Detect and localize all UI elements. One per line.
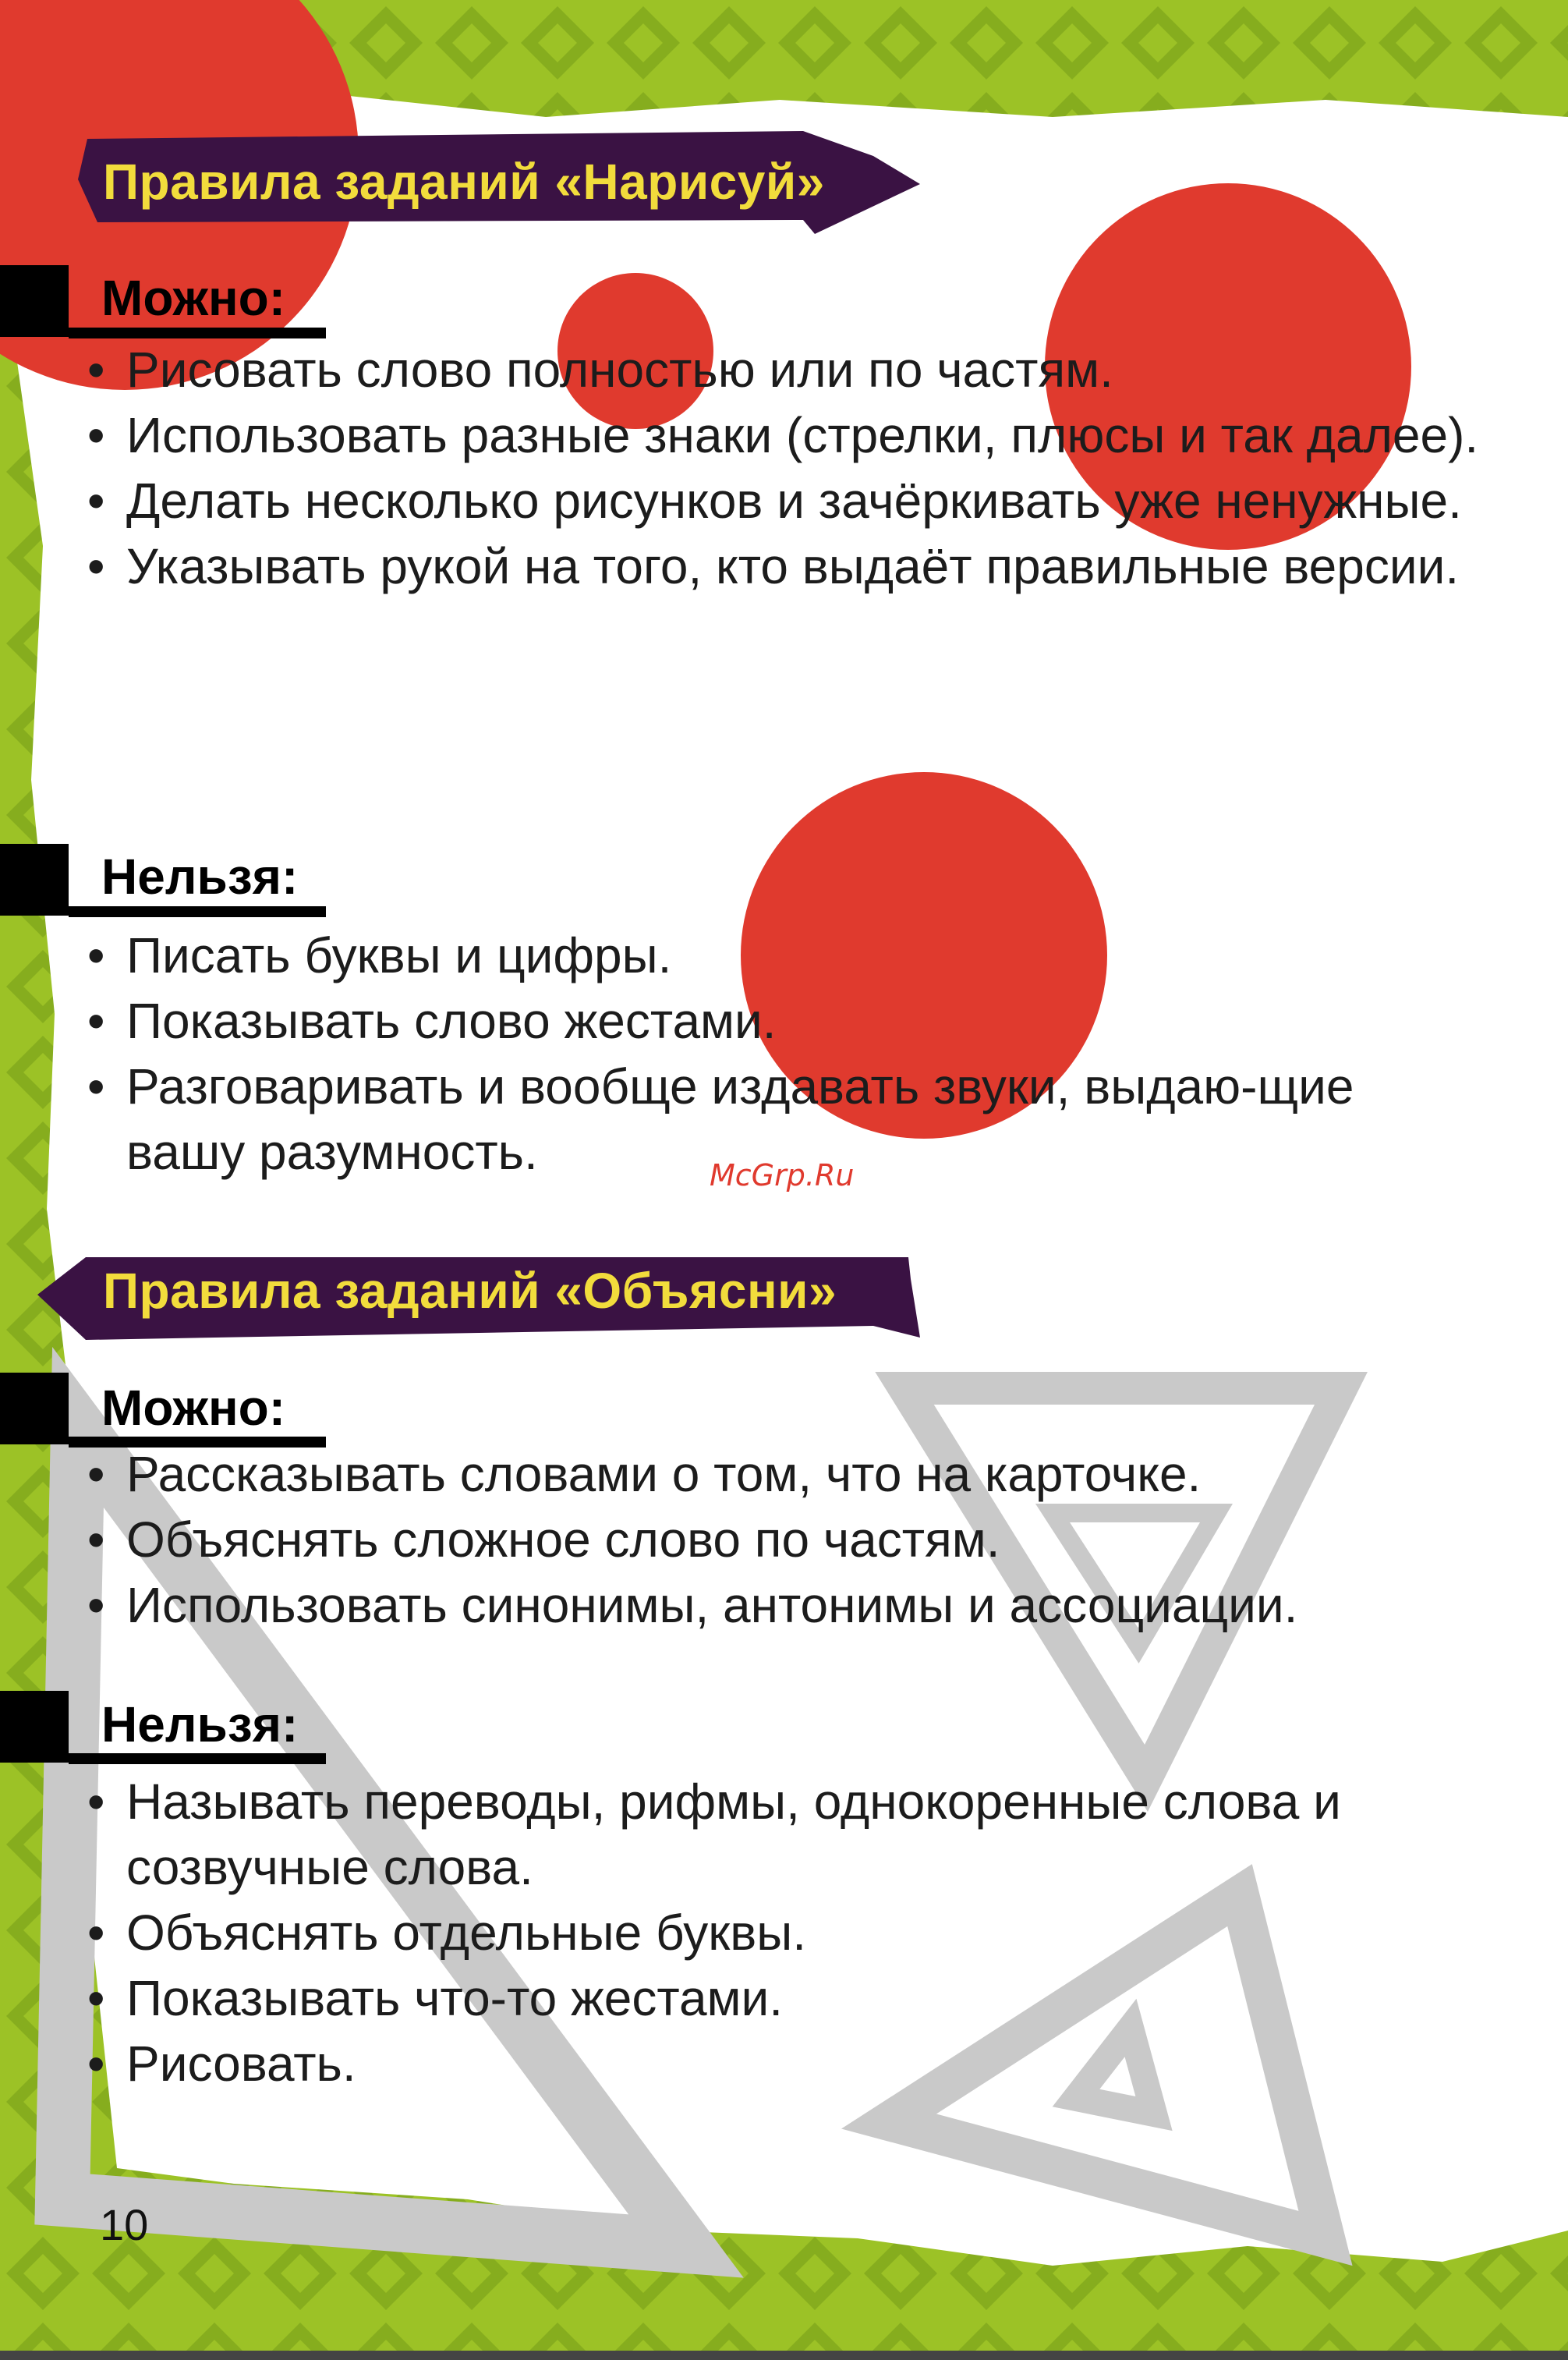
list-item: • Рисовать. [87, 2036, 356, 2092]
heading-underline [69, 1753, 326, 1764]
section-banner-title: Правила заданий «Нарисуй» [103, 154, 825, 210]
allowed-heading: Можно: [101, 270, 285, 326]
list-item: • Писать буквы и цифры. [87, 927, 672, 983]
forbidden-list [78, 1769, 1481, 2096]
bottom-border [0, 2351, 1568, 2360]
list-item: • Рассказывать словами о том, что на карточке. [87, 1446, 1202, 1502]
list-item: • Объяснять отдельные буквы. [87, 1905, 807, 1961]
list-item: • Показывать что-то жестами. [87, 1970, 784, 2026]
forbidden-list [78, 923, 1481, 1185]
list-item: • Разговаривать и вообще издавать звуки, выдаю-щие вашу разумность. [87, 1058, 1354, 1180]
list-item: • Рисовать слово полностью или по частям. [87, 342, 1113, 398]
page-number: 10 [100, 2200, 149, 2249]
heading-marker [0, 844, 69, 916]
list-item: • Указывать рукой на того, кто выдаёт правильные версии. [87, 538, 1460, 594]
section-banner-title: Правила заданий «Объясни» [103, 1263, 837, 1319]
forbidden-heading: Нельзя: [101, 1696, 299, 1752]
list-item: • Объяснять сложное слово по частям. [87, 1511, 1000, 1568]
allowed-list [78, 337, 1481, 599]
list-item: • Называть переводы, рифмы, однокоренные слова и созвучные слова. [87, 1774, 1341, 1895]
forbidden-heading: Нельзя: [101, 849, 299, 905]
heading-marker [0, 1691, 69, 1763]
allowed-list [78, 1441, 1481, 1638]
list-item: • Использовать разные знаки (стрелки, плюсы и так далее). [87, 407, 1479, 463]
watermark: McGrp.Ru [710, 1158, 855, 1192]
list-item: • Делать несколько рисунков и зачёркивать уже ненужные. [87, 473, 1462, 529]
list-item: • Показывать слово жестами. [87, 993, 777, 1049]
list-item: • Использовать синонимы, антонимы и ассоциации. [87, 1577, 1298, 1633]
heading-marker [0, 1373, 69, 1444]
heading-marker [0, 265, 69, 337]
heading-underline [69, 906, 326, 917]
allowed-heading: Можно: [101, 1380, 285, 1436]
